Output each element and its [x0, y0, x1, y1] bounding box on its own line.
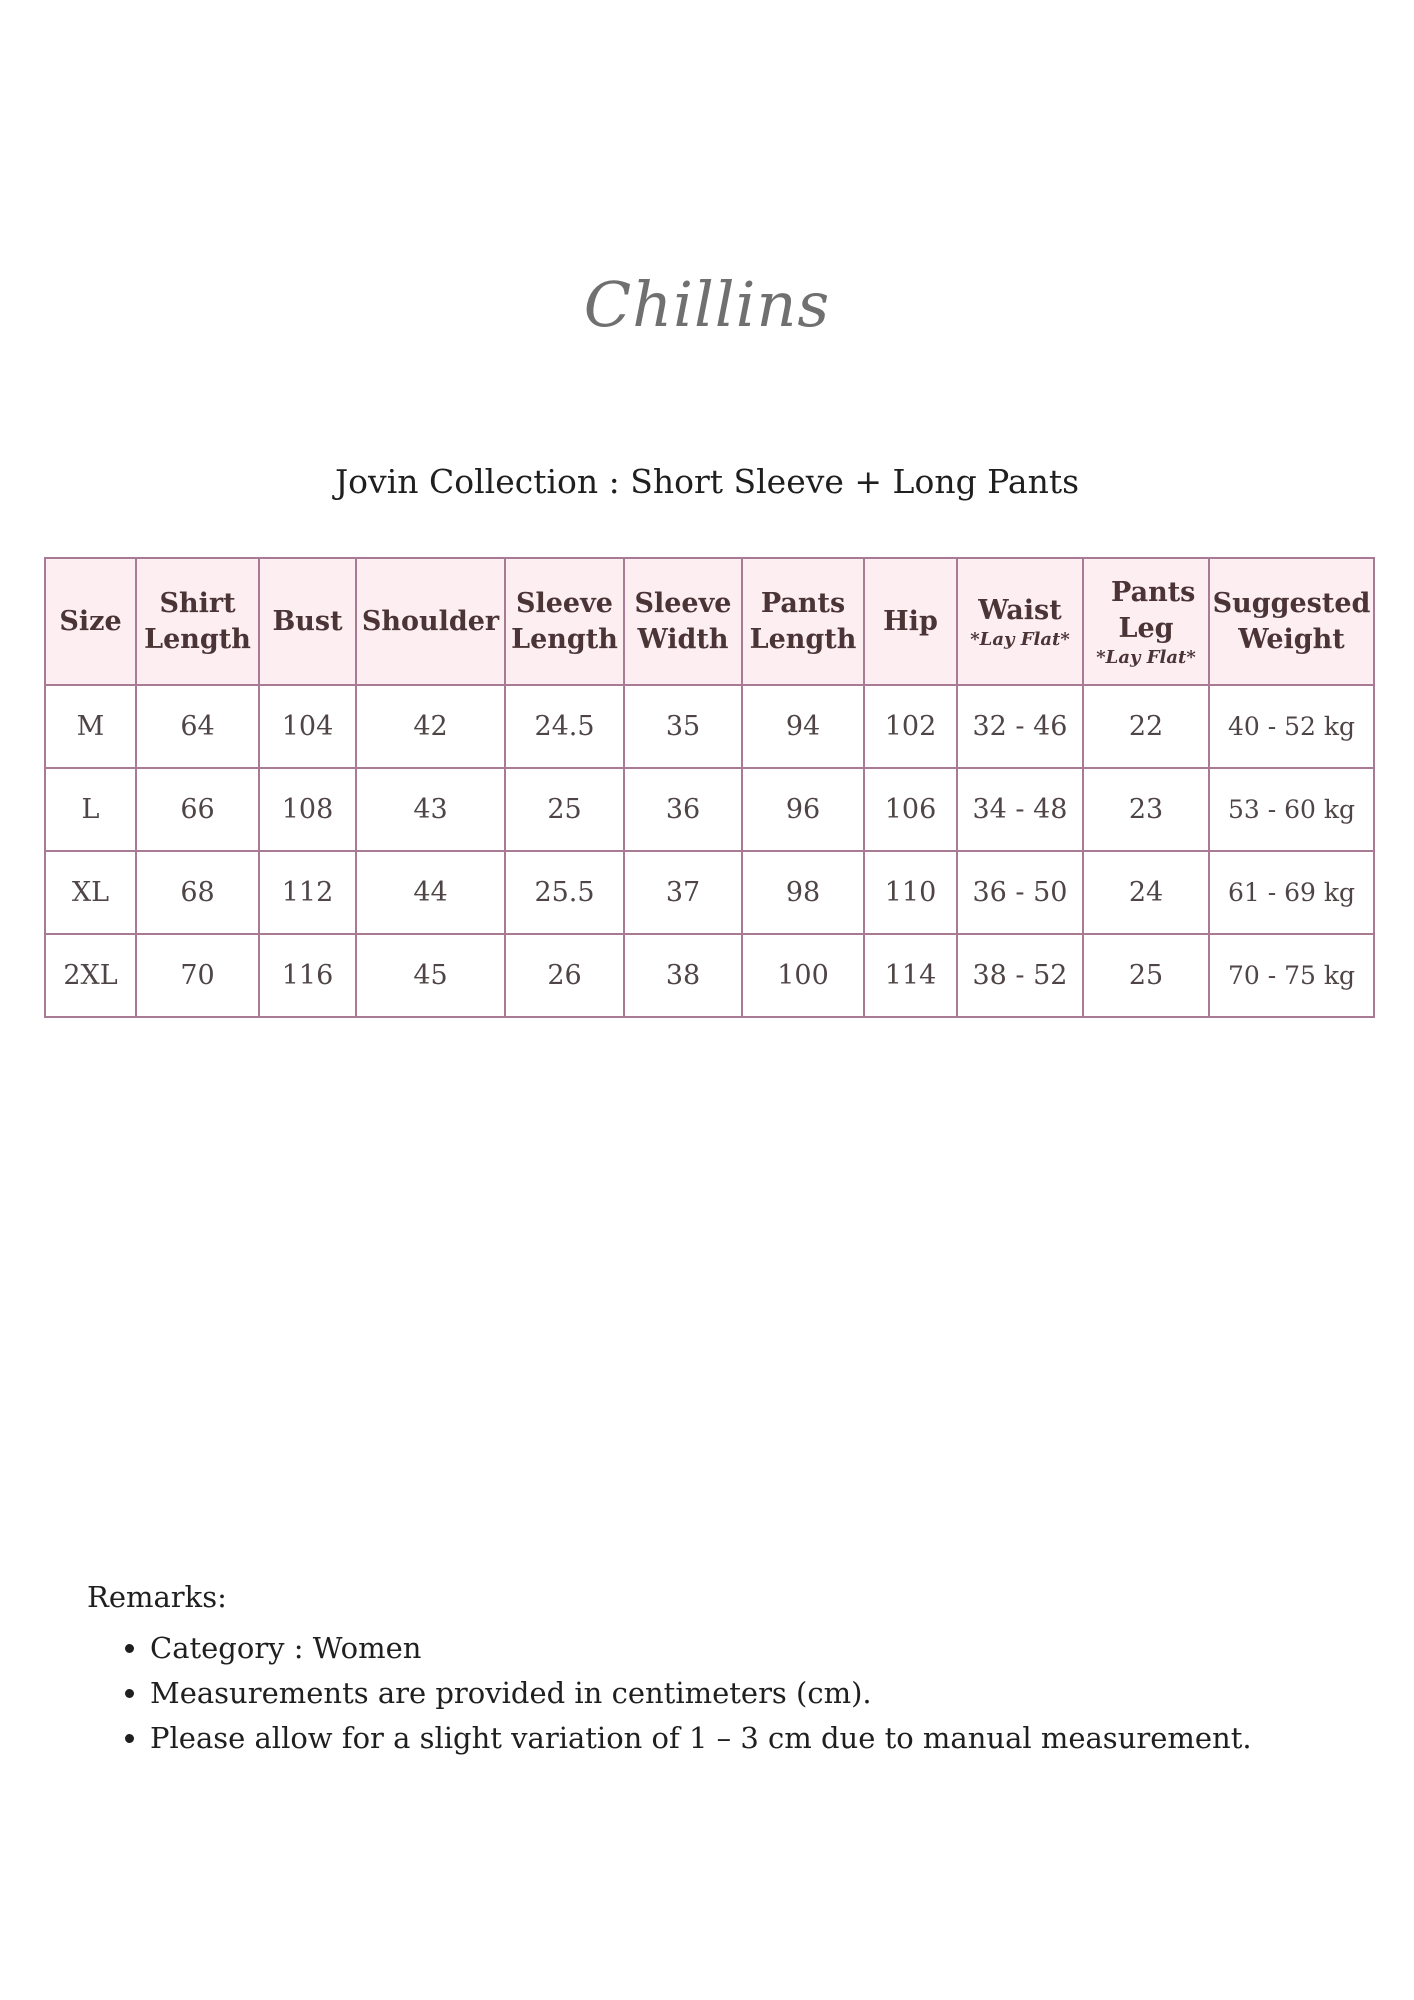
table-cell: 43	[356, 768, 505, 851]
list-item: • Measurements are provided in centimeters (cm).	[150, 1671, 1252, 1716]
remarks-list	[87, 1626, 1252, 1761]
header-cell: Sleeve Width	[624, 558, 742, 685]
header-cell: Sleeve Length	[505, 558, 624, 685]
table-cell: 35	[624, 685, 742, 768]
table-cell: 34 - 48	[957, 768, 1083, 851]
header-cell: Waist *Lay Flat*	[957, 558, 1083, 685]
table-cell: 2XL	[45, 934, 136, 1017]
table-cell: 100	[742, 934, 864, 1017]
brand-logo: Chillins	[583, 268, 831, 341]
table-cell: 70	[136, 934, 259, 1017]
page-title: Jovin Collection : Short Sleeve + Long Pants	[334, 462, 1080, 501]
table-cell: 25	[1083, 934, 1209, 1017]
table-cell: 64	[136, 685, 259, 768]
table-cell: 108	[259, 768, 356, 851]
table-cell: 104	[259, 685, 356, 768]
table-cell: 66	[136, 768, 259, 851]
table-cell: 53 - 60 kg	[1209, 768, 1374, 851]
table-cell: 114	[864, 934, 957, 1017]
table-cell: 26	[505, 934, 624, 1017]
table-cell: 36 - 50	[957, 851, 1083, 934]
header-cell: Shirt Length	[136, 558, 259, 685]
table-row	[45, 768, 1374, 851]
table-cell: 112	[259, 851, 356, 934]
table-cell: L	[45, 768, 136, 851]
table-cell: M	[45, 685, 136, 768]
header-row	[45, 558, 1374, 685]
table-row	[45, 685, 1374, 768]
table-cell: 25.5	[505, 851, 624, 934]
table-cell: 24	[1083, 851, 1209, 934]
header-cell: Pants Length	[742, 558, 864, 685]
size-chart-table	[44, 557, 1375, 1018]
table-cell: 110	[864, 851, 957, 934]
table-cell: 24.5	[505, 685, 624, 768]
table-cell: XL	[45, 851, 136, 934]
table-cell: 32 - 46	[957, 685, 1083, 768]
header-cell: Bust	[259, 558, 356, 685]
table-cell: 40 - 52 kg	[1209, 685, 1374, 768]
list-item: • Category : Women	[150, 1626, 1252, 1671]
table-cell: 44	[356, 851, 505, 934]
table-cell: 38	[624, 934, 742, 1017]
remarks-section	[87, 1580, 1252, 1761]
header-cell: Suggested Weight	[1209, 558, 1374, 685]
table-cell: 98	[742, 851, 864, 934]
header-cell: Pants Leg *Lay Flat*	[1083, 558, 1209, 685]
table-cell: 45	[356, 934, 505, 1017]
table-row	[45, 851, 1374, 934]
header-cell: Shoulder	[356, 558, 505, 685]
table-cell: 22	[1083, 685, 1209, 768]
table-cell: 61 - 69 kg	[1209, 851, 1374, 934]
table-cell: 68	[136, 851, 259, 934]
table-cell: 25	[505, 768, 624, 851]
table-cell: 116	[259, 934, 356, 1017]
header-note: *Lay Flat*	[970, 628, 1070, 650]
header-cell: Size	[45, 558, 136, 685]
table-cell: 96	[742, 768, 864, 851]
table-cell: 36	[624, 768, 742, 851]
table-cell: 37	[624, 851, 742, 934]
header-cell: Hip	[864, 558, 957, 685]
table-cell: 38 - 52	[957, 934, 1083, 1017]
table-cell: 102	[864, 685, 957, 768]
table-cell: 42	[356, 685, 505, 768]
table-cell: 94	[742, 685, 864, 768]
table-cell: 70 - 75 kg	[1209, 934, 1374, 1017]
list-item: • Please allow for a slight variation of 1 – 3 cm due to manual measurement.	[150, 1716, 1252, 1761]
table-cell: 23	[1083, 768, 1209, 851]
header-note: *Lay Flat*	[1096, 646, 1196, 668]
table-row	[45, 934, 1374, 1017]
remarks-heading: Remarks:	[87, 1580, 227, 1614]
table-cell: 106	[864, 768, 957, 851]
